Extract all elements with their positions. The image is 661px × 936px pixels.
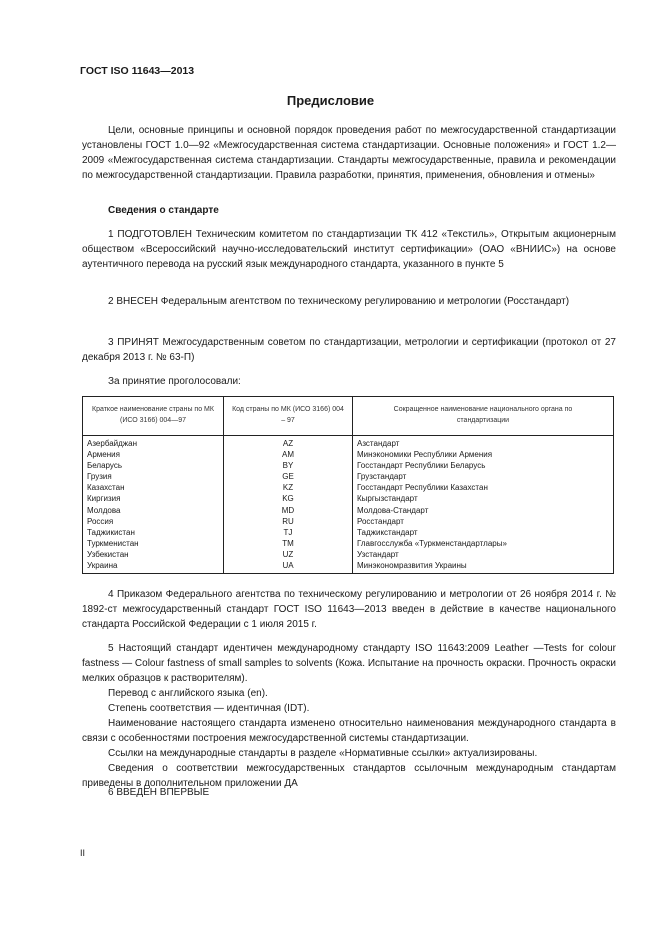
item-2-text: 2 ВНЕСЕН Федеральным агентством по техническому регулированию и метрологии (Росстандарт) bbox=[108, 296, 570, 307]
table-cell-country: Россия bbox=[87, 516, 114, 526]
table-cell-body: Госстандарт Республики Беларусь bbox=[357, 461, 486, 471]
table-header-code: Код страны по МК (ИСО 3166) 004 – 97 bbox=[232, 406, 344, 424]
table-cell-body: Кыргызстандарт bbox=[357, 494, 418, 504]
intro-paragraph bbox=[82, 123, 616, 183]
table-header-divider bbox=[83, 435, 613, 436]
table-column-country bbox=[87, 438, 219, 571]
item-1-text: 1 ПОДГОТОВЛЕН Техническим комитетом по стандартизации ТК 412 «Текстиль», Открытым акционерным обществом «Всероссийский научно-исследовательский институт сертификации» (ОАО «ВНИИС») на основе аутентичного перевода на русский язык международного стандарта, указанного в пункте 5 bbox=[82, 229, 616, 270]
table-cell-country: Молдова bbox=[87, 505, 121, 515]
item-4-text: 4 Приказом Федерального агентства по техническому регулированию и метрологии от 26 ноября 2014 г. № 1892-ст межгосударственный стандарт ГОСТ ISO 11643—2013 введен в действие в качестве национального стандарта Российской Федерации с 1 июля 2015 г. bbox=[82, 589, 616, 630]
item-5-annex-info: Сведения о соответствии межгосударственных стандартов ссылочным международным стандартам приведены в дополнительном приложении ДА bbox=[82, 763, 616, 789]
table-cell-code: BY bbox=[282, 461, 294, 471]
item-5-degree: Степень соответствия — идентичная (IDT). bbox=[108, 703, 310, 714]
item-3-text: 3 ПРИНЯТ Межгосударственным советом по стандартизации, метрологии и сертификации (протокол от 27 декабря 2013 г. № 63-П) bbox=[82, 337, 616, 363]
item-1 bbox=[82, 227, 616, 272]
table-cell-country: Беларусь bbox=[87, 461, 122, 471]
table-cell-code: KG bbox=[282, 494, 294, 504]
table-cell-code: TM bbox=[282, 538, 294, 548]
intro-text: Цели, основные принципы и основной порядок проведения работ по межгосударственной стандартизации установлены ГОСТ 1.0—92 «Межгосударственная система стандартизации. Основные положения» и ГОСТ 1.2—2009 «Межгосударственная система стандартизации. Стандарты межгосударственные, правила и рекомендации по межгосударственной стандартизации. Правила разработки, принятия, применения, обновления и отмены» bbox=[82, 125, 616, 181]
voted-label: За принятие проголосовали: bbox=[108, 376, 241, 387]
table-cell-country: Азербайджан bbox=[87, 439, 138, 448]
item-5-name-change: Наименование настоящего стандарта изменено относительно наименования международного стандарта в связи с особенностями построения межгосударственной системы стандартизации. bbox=[82, 718, 616, 744]
table-cell-body: Госстандарт Республики Казахстан bbox=[357, 483, 488, 493]
voting-table bbox=[82, 396, 614, 574]
table-cell-body: Таджикстандарт bbox=[357, 527, 418, 537]
table-column-divider bbox=[352, 397, 353, 573]
table-cell-body: Грузстандарт bbox=[357, 472, 407, 482]
table-cell-code: AZ bbox=[282, 439, 294, 448]
table-cell-body: Главгосслужба «Туркменстандартлары» bbox=[357, 538, 507, 548]
table-column-body bbox=[357, 438, 607, 571]
table-cell-country: Грузия bbox=[87, 472, 112, 482]
item-4 bbox=[82, 587, 616, 632]
table-cell-code: MD bbox=[281, 505, 295, 515]
item-5-translation: Перевод с английского языка (en). bbox=[108, 688, 268, 699]
table-cell-country: Казахстан bbox=[87, 483, 125, 493]
item-5-text: 5 Настоящий стандарт идентичен международному стандарту ISO 11643:2009 Leather —Tests for colour fastness — Colour fastness of small samples to solvents (Кожа. Испытание на прочность окраски. Прочность окраски мелких образцов к растворителям). bbox=[82, 643, 616, 684]
section-heading: Сведения о стандарте bbox=[108, 205, 219, 216]
table-cell-code: UA bbox=[282, 561, 294, 571]
table-cell-country: Узбекистан bbox=[87, 549, 129, 559]
item-3 bbox=[82, 335, 616, 365]
table-cell-code: KZ bbox=[282, 483, 294, 493]
item-6: 6 ВВЕДЕН ВПЕРВЫЕ bbox=[108, 787, 210, 798]
table-cell-code: UZ bbox=[282, 549, 294, 559]
table-cell-body: Минэкономразвития Украины bbox=[357, 561, 467, 571]
item-5-references: Ссылки на международные стандарты в разделе «Нормативные ссылки» актуализированы. bbox=[108, 748, 538, 759]
item-5 bbox=[82, 641, 616, 791]
table-cell-body: Молдова-Стандарт bbox=[357, 505, 429, 515]
table-cell-country: Киргизия bbox=[87, 494, 121, 504]
table-cell-code: AM bbox=[282, 450, 294, 460]
table-cell-body: Узстандарт bbox=[357, 549, 399, 559]
table-cell-country: Армения bbox=[87, 450, 120, 460]
table-cell-code: RU bbox=[282, 516, 294, 526]
table-cell-body: Азстандарт bbox=[357, 439, 400, 448]
table-cell-country: Таджикистан bbox=[87, 527, 135, 537]
document-header: ГОСТ ISO 11643—2013 bbox=[80, 65, 195, 77]
item-2 bbox=[82, 294, 616, 309]
table-cell-body: Росстандарт bbox=[357, 516, 404, 526]
page-number: II bbox=[80, 848, 86, 858]
table-cell-body: Минэкономики Республики Армения bbox=[357, 450, 493, 460]
table-header-country: Краткое наименование страны по МК (ИСО 3166) 004—97 bbox=[92, 406, 214, 424]
page-title: Предисловие bbox=[286, 93, 375, 108]
table-cell-code: TJ bbox=[283, 527, 293, 537]
table-cell-code: GE bbox=[282, 472, 294, 482]
table-column-code bbox=[224, 438, 352, 571]
table-cell-country: Туркменистан bbox=[87, 538, 139, 548]
table-header-body: Сокращенное наименование национального органа по стандартизации bbox=[393, 406, 573, 424]
table-cell-country: Украина bbox=[87, 561, 118, 571]
